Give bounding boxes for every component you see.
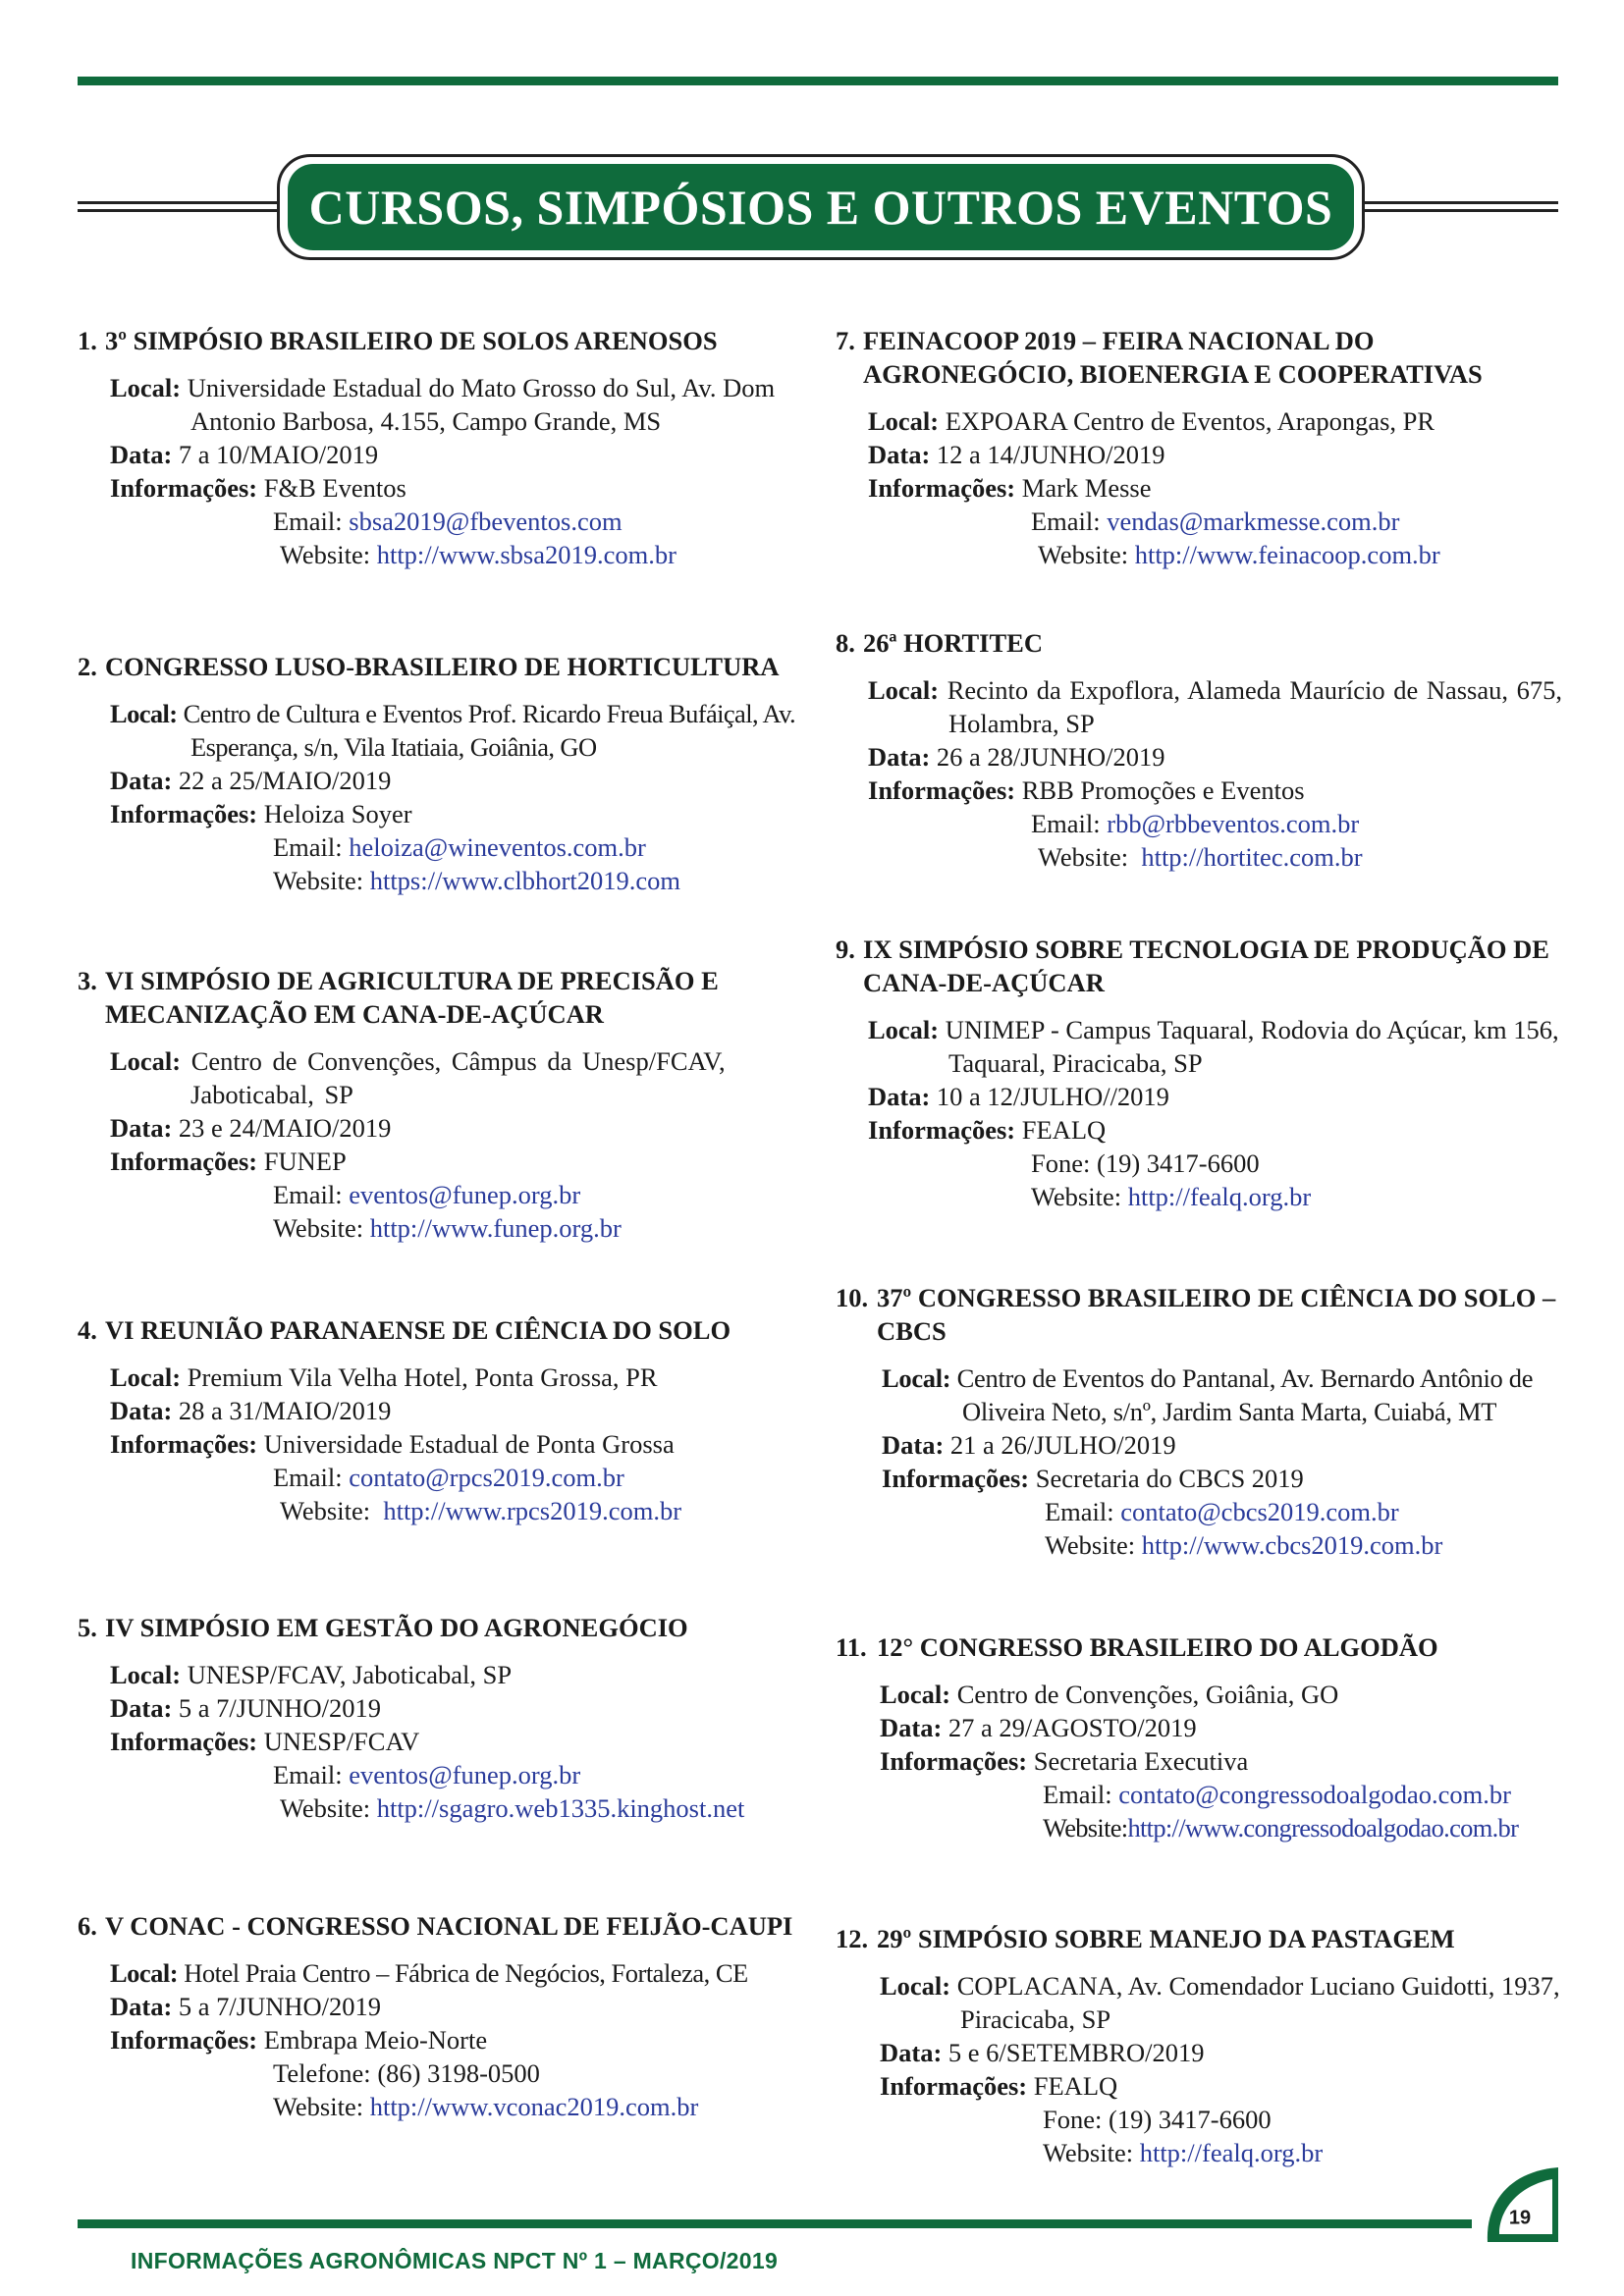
website-link[interactable]: http://www.rpcs2019.com.br [383, 1496, 682, 1525]
event-card [836, 1922, 1562, 2169]
event-local: Local: Centro de Convenções, Câmpus da Unesp/FCAV, Jaboticabal, SP [110, 1046, 726, 1109]
event-info: Informações: Heloiza Soyer [110, 799, 412, 828]
website-link[interactable]: http://www.sbsa2019.com.br [376, 540, 677, 569]
event-local: Local: Hotel Praia Centro – Fábrica de Negócios, Fortaleza, CE [110, 1958, 748, 1988]
event-website: Website: http://www.cbcs2019.com.br [1045, 1530, 1443, 1560]
event-date: Data: 27 a 29/AGOSTO/2019 [880, 1713, 1197, 1742]
event-info: Informações: RBB Promoções e Eventos [868, 775, 1305, 805]
website-link[interactable]: http://www.vconac2019.com.br [369, 2092, 699, 2121]
email-link[interactable]: heloiza@wineventos.com.br [349, 832, 646, 862]
event-title: 12. 29º SIMPÓSIO SOBRE MANEJO DA PASTAGEM [836, 1924, 1455, 1953]
event-website: Website: http://www.vconac2019.com.br [273, 2092, 699, 2121]
event-card [836, 626, 1562, 874]
event-title: 11. 12° CONGRESSO BRASILEIRO DO ALGODÃO [836, 1632, 1438, 1662]
event-local: Local: Centro de Eventos do Pantanal, Av. Bernardo Antônio de Oliveira Neto, s/nº, Jardim Santa Marta, Cuiabá, MT [882, 1363, 1534, 1426]
title-frame [277, 154, 1365, 260]
event-info: Informações: Universidade Estadual de Ponta Grossa [110, 1429, 675, 1459]
email-link[interactable]: eventos@funep.org.br [349, 1180, 581, 1209]
event-local: Local: EXPOARA Centro de Eventos, Arapongas, PR [868, 406, 1435, 436]
event-title: 5. IV SIMPÓSIO EM GESTÃO DO AGRONEGÓCIO [78, 1613, 688, 1642]
event-title: 8. 26ª HORTITEC [836, 628, 1043, 658]
event-website: Website: http://www.feinacoop.com.br [1038, 540, 1440, 569]
event-website: Website: http://www.sbsa2019.com.br [280, 540, 677, 569]
event-card [836, 1281, 1562, 1562]
event-phone: Telefone: (86) 3198-0500 [273, 2058, 540, 2088]
event-website: Website: http://www.rpcs2019.com.br [280, 1496, 682, 1525]
event-date: Data: 28 a 31/MAIO/2019 [110, 1396, 392, 1425]
event-date: Data: 5 a 7/JUNHO/2019 [110, 1693, 382, 1723]
website-link[interactable]: http://fealq.org.br [1139, 2138, 1324, 2167]
event-info: Informações: Mark Messe [868, 473, 1152, 503]
page-number: 19 [1508, 2207, 1532, 2229]
page-title: CURSOS, SIMPÓSIOS E OUTROS EVENTOS [308, 180, 1333, 235]
event-website: Website: http://sgagro.web1335.kinghost.net [280, 1793, 745, 1823]
event-date: Data: 12 a 14/JUNHO/2019 [868, 440, 1165, 469]
title-rule-right [1363, 201, 1558, 204]
event-title: 4. VI REUNIÃO PARANAENSE DE CIÊNCIA DO SOLO [78, 1315, 731, 1345]
event-phone: Fone: (19) 3417-6600 [1043, 2105, 1272, 2134]
event-card [78, 1313, 804, 1527]
event-info: Informações: F&B Eventos [110, 473, 406, 503]
event-info: Informações: FEALQ [880, 2071, 1118, 2101]
event-info: Informações: Embrapa Meio-Norte [110, 2025, 488, 2055]
email-link[interactable]: contato@cbcs2019.com.br [1120, 1497, 1399, 1526]
event-info: Informações: FUNEP [110, 1147, 347, 1176]
event-card [78, 324, 804, 571]
website-link[interactable]: http://www.funep.org.br [369, 1213, 622, 1243]
event-local: Local: UNIMEP - Campus Taquaral, Rodovia do Açúcar, km 156, Taquaral, Piracicaba, SP [868, 1015, 1559, 1078]
event-email: Email: contato@congressodoalgodao.com.br [1043, 1780, 1511, 1809]
event-date: Data: 22 a 25/MAIO/2019 [110, 766, 392, 795]
event-website: Website: http://www.funep.org.br [273, 1213, 622, 1243]
event-email: Email: contato@cbcs2019.com.br [1045, 1497, 1399, 1526]
title-banner [78, 154, 1558, 264]
event-title: 6. V CONAC - CONGRESSO NACIONAL DE FEIJÃO-CAUPI [78, 1911, 793, 1941]
event-info: Informações: FEALQ [868, 1115, 1107, 1145]
title-rule-left [78, 201, 279, 204]
event-title: 10. 37º CONGRESSO BRASILEIRO DE CIÊNCIA DO SOLO – CBCS [836, 1283, 1556, 1346]
event-date: Data: 10 a 12/JULHO//2019 [868, 1082, 1169, 1111]
event-card [78, 964, 804, 1245]
website-link[interactable]: http://www.congressodoalgodao.com.br [1127, 1813, 1519, 1842]
event-info: Informações: Secretaria Executiva [880, 1746, 1249, 1776]
event-title: 7. FEINACOOP 2019 – FEIRA NACIONAL DO AGRONEGÓCIO, BIOENERGIA E COOPERATIVAS [836, 326, 1483, 389]
event-local: Local: Centro de Cultura e Eventos Prof. Ricardo Freua Bufáiçal, Av. Esperança, s/n, Vila Itatiaia, Goiânia, GO [110, 699, 796, 762]
title-box [288, 164, 1354, 250]
event-email: Email: heloiza@wineventos.com.br [273, 832, 646, 862]
event-card [836, 1630, 1562, 1844]
event-date: Data: 23 e 24/MAIO/2019 [110, 1113, 392, 1143]
event-card [78, 650, 804, 897]
title-rule-right-2 [1363, 209, 1558, 212]
event-info: Informações: UNESP/FCAV [110, 1727, 420, 1756]
email-link[interactable]: sbsa2019@fbeventos.com [349, 507, 623, 536]
top-rule [78, 77, 1558, 85]
website-link[interactable]: http://www.cbcs2019.com.br [1141, 1530, 1443, 1560]
event-website: Website: http://fealq.org.br [1031, 1182, 1312, 1211]
event-email: Email: sbsa2019@fbeventos.com [273, 507, 623, 536]
event-website: Website: http://hortitec.com.br [1038, 842, 1363, 872]
event-email: Email: vendas@markmesse.com.br [1031, 507, 1400, 536]
event-card [836, 324, 1562, 571]
event-email: Email: contato@rpcs2019.com.br [273, 1463, 624, 1492]
email-link[interactable]: contato@congressodoalgodao.com.br [1118, 1780, 1511, 1809]
website-link[interactable]: http://www.feinacoop.com.br [1134, 540, 1440, 569]
event-email: Email: eventos@funep.org.br [273, 1180, 581, 1209]
event-local: Local: Centro de Convenções, Goiânia, GO [880, 1680, 1339, 1709]
event-website: Website: https://www.clbhort2019.com [273, 866, 680, 895]
event-title: 1. 3º SIMPÓSIO BRASILEIRO DE SOLOS ARENOSOS [78, 326, 718, 355]
event-local: Local: UNESP/FCAV, Jaboticabal, SP [110, 1660, 513, 1689]
email-link[interactable]: vendas@markmesse.com.br [1107, 507, 1400, 536]
website-link[interactable]: http://sgagro.web1335.kinghost.net [376, 1793, 745, 1823]
email-link[interactable]: eventos@funep.org.br [349, 1760, 581, 1789]
bottom-rule [78, 2219, 1472, 2228]
website-link[interactable]: http://fealq.org.br [1127, 1182, 1312, 1211]
website-link[interactable]: http://hortitec.com.br [1141, 842, 1363, 872]
event-card [836, 933, 1562, 1213]
title-rule-left-2 [78, 209, 279, 212]
event-title: 2. CONGRESSO LUSO-BRASILEIRO DE HORTICULTURA [78, 652, 780, 681]
event-phone: Fone: (19) 3417-6600 [1031, 1148, 1260, 1178]
event-title: 3. VI SIMPÓSIO DE AGRICULTURA DE PRECISÃO E MECANIZAÇÃO EM CANA-DE-AÇÚCAR [78, 966, 719, 1029]
website-link[interactable]: https://www.clbhort2019.com [369, 866, 680, 895]
event-date: Data: 21 a 26/JULHO/2019 [882, 1430, 1176, 1460]
event-local: Local: COPLACANA, Av. Comendador Luciano Guidotti, 1937, Piracicaba, SP [880, 1971, 1560, 2034]
event-website: Website:http://www.congressodoalgodao.com.br [1043, 1813, 1519, 1842]
event-local: Local: Recinto da Expoflora, Alameda Maurício de Nassau, 675, Holambra, SP [868, 675, 1562, 738]
email-link[interactable]: rbb@rbbeventos.com.br [1107, 809, 1360, 838]
event-date: Data: 26 a 28/JUNHO/2019 [868, 742, 1165, 772]
event-info: Informações: Secretaria do CBCS 2019 [882, 1464, 1304, 1493]
event-email: Email: eventos@funep.org.br [273, 1760, 581, 1789]
event-title: 9. IX SIMPÓSIO SOBRE TECNOLOGIA DE PRODUÇÃO DE CANA-DE-AÇÚCAR [836, 934, 1549, 997]
event-date: Data: 5 a 7/JUNHO/2019 [110, 1992, 382, 2021]
event-local: Local: Universidade Estadual do Mato Grosso do Sul, Av. Dom Antonio Barbosa, 4.155, Campo Grande, MS [110, 373, 776, 436]
email-link[interactable]: contato@rpcs2019.com.br [349, 1463, 624, 1492]
publication-footer: INFORMAÇÕES AGRONÔMICAS NPCT Nº 1 – MARÇO/2019 [131, 2248, 779, 2273]
event-card [78, 1611, 804, 1825]
event-email: Email: rbb@rbbeventos.com.br [1031, 809, 1360, 838]
event-website: Website: http://fealq.org.br [1043, 2138, 1324, 2167]
event-date: Data: 7 a 10/MAIO/2019 [110, 440, 379, 469]
event-card [78, 1909, 804, 2123]
event-date: Data: 5 e 6/SETEMBRO/2019 [880, 2038, 1205, 2067]
event-local: Local: Premium Vila Velha Hotel, Ponta Grossa, PR [110, 1362, 658, 1392]
leaf-icon [1480, 2165, 1560, 2244]
